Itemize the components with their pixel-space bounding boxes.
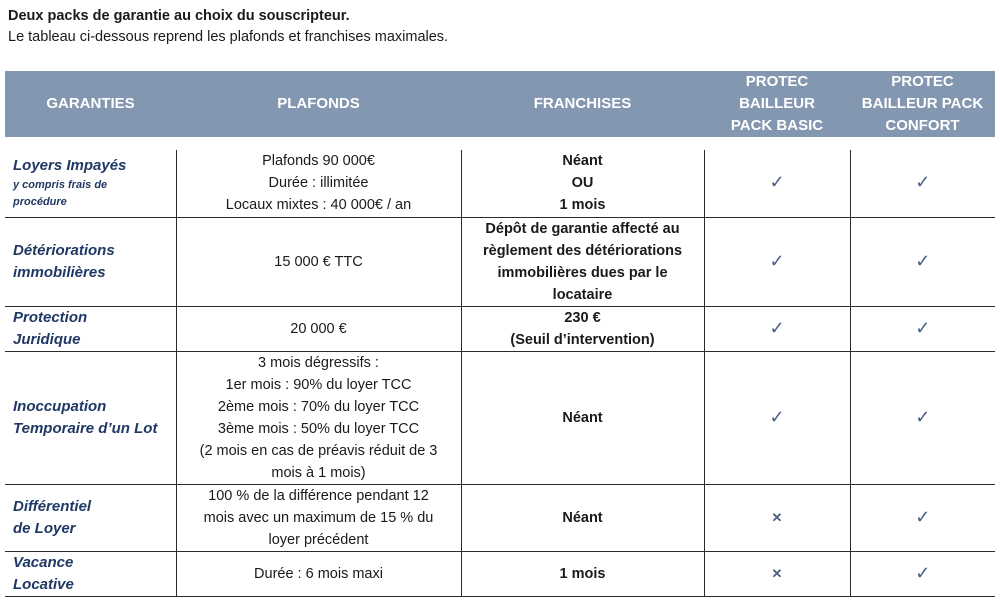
guarantee-table bbox=[5, 71, 995, 597]
franchises-line: règlement des détériorations bbox=[482, 242, 683, 259]
header-pack-basic-line: PACK BASIC bbox=[730, 117, 824, 134]
check-icon: ✓ bbox=[769, 317, 785, 338]
plafonds-line: 1er mois : 90% du loyer TCC bbox=[225, 376, 412, 393]
plafonds-line: 100 % de la différence pendant 12 bbox=[208, 487, 429, 504]
franchises-line: 1 mois bbox=[559, 197, 606, 214]
franchises-line: immobilières dues par le bbox=[497, 264, 668, 281]
franchises-cell bbox=[461, 150, 704, 217]
check-icon: ✓ bbox=[769, 250, 785, 271]
table-row bbox=[5, 217, 995, 306]
intro-subtitle: Le tableau ci-dessous reprend les plafonds et franchises maximales. bbox=[8, 29, 449, 45]
plafonds-line: 15 000 € TTC bbox=[274, 253, 363, 270]
basic-cell bbox=[704, 306, 850, 351]
header-pack-confort-line: PROTEC bbox=[891, 73, 954, 90]
confort-cell bbox=[850, 484, 995, 551]
confort-cell bbox=[850, 306, 995, 351]
franchises-line: (Seuil d’intervention) bbox=[510, 331, 655, 348]
table-row bbox=[5, 351, 995, 484]
header-franchises: FRANCHISES bbox=[461, 71, 704, 137]
franchises-line: OU bbox=[571, 175, 594, 192]
garantie-cell bbox=[5, 351, 176, 484]
plafonds-line: mois à 1 mois) bbox=[271, 464, 366, 481]
plafonds-line: 20 000 € bbox=[290, 320, 347, 337]
garantie-name: Protection bbox=[13, 308, 88, 326]
garantie-name: Détériorations bbox=[13, 241, 115, 259]
plafonds-cell bbox=[176, 484, 461, 551]
plafonds-line: Durée : illimitée bbox=[268, 175, 369, 192]
franchises-line: Dépôt de garantie affecté au bbox=[485, 220, 680, 237]
garantie-name: Locative bbox=[13, 575, 74, 593]
check-icon: ✓ bbox=[915, 250, 931, 271]
garantie-subtext: y compris frais de bbox=[13, 179, 108, 192]
garantie-name: Juridique bbox=[13, 330, 81, 348]
plafonds-line: Locaux mixtes : 40 000€ / an bbox=[225, 197, 412, 214]
franchises-cell bbox=[461, 306, 704, 351]
check-icon: ✓ bbox=[769, 172, 785, 193]
franchises-cell bbox=[461, 484, 704, 551]
plafonds-cell bbox=[176, 306, 461, 351]
header-pack-basic-line: BAILLEUR bbox=[739, 95, 815, 112]
check-icon: ✓ bbox=[915, 317, 931, 338]
table-row bbox=[5, 306, 995, 351]
table-row bbox=[5, 551, 995, 596]
franchises-cell bbox=[461, 551, 704, 596]
garantie-name: Temporaire d’un Lot bbox=[13, 419, 158, 437]
table-row bbox=[5, 150, 995, 217]
franchises-line: locataire bbox=[552, 286, 613, 303]
plafonds-cell bbox=[176, 351, 461, 484]
basic-cell bbox=[704, 351, 850, 484]
plafonds-line: (2 mois en cas de préavis réduit de 3 bbox=[199, 442, 438, 459]
table-row bbox=[5, 484, 995, 551]
plafonds-line: Plafonds 90 000€ bbox=[262, 153, 375, 170]
cross-icon: ✕ bbox=[771, 565, 783, 581]
garantie-cell bbox=[5, 150, 176, 217]
garantie-name: de Loyer bbox=[13, 519, 76, 537]
garantie-cell bbox=[5, 551, 176, 596]
franchises-cell bbox=[461, 351, 704, 484]
garantie-name: Vacance bbox=[13, 553, 74, 571]
header-pack-confort-line: BAILLEUR PACK bbox=[861, 95, 984, 112]
plafonds-line: 3 mois dégressifs : bbox=[258, 354, 379, 371]
garantie-cell bbox=[5, 217, 176, 306]
plafonds-cell bbox=[176, 150, 461, 217]
franchises-line: Néant bbox=[562, 153, 603, 170]
basic-cell bbox=[704, 150, 850, 217]
plafonds-line: 3ème mois : 50% du loyer TCC bbox=[217, 420, 420, 437]
garantie-name: Inoccupation bbox=[13, 397, 107, 415]
plafonds-line: mois avec un maximum de 15 % du bbox=[203, 509, 434, 526]
franchises-cell bbox=[461, 217, 704, 306]
check-icon: ✓ bbox=[915, 406, 931, 427]
confort-cell bbox=[850, 351, 995, 484]
header-pack-basic bbox=[704, 71, 850, 137]
garantie-cell bbox=[5, 306, 176, 351]
header-garanties: GARANTIES bbox=[5, 71, 176, 137]
basic-cell bbox=[704, 217, 850, 306]
basic-cell bbox=[704, 551, 850, 596]
basic-cell bbox=[704, 484, 850, 551]
garantie-subtext: procédure bbox=[13, 196, 67, 209]
plafonds-line: Durée : 6 mois maxi bbox=[254, 565, 383, 582]
franchises-line: Néant bbox=[562, 409, 603, 426]
plafonds-cell bbox=[176, 551, 461, 596]
intro bbox=[8, 6, 448, 48]
check-icon: ✓ bbox=[915, 562, 931, 583]
franchises-line: Néant bbox=[562, 509, 603, 526]
plafonds-line: 2ème mois : 70% du loyer TCC bbox=[217, 398, 420, 415]
intro-title: Deux packs de garantie au choix du souscripteur. bbox=[8, 8, 350, 24]
header-plafonds: PLAFONDS bbox=[176, 71, 461, 137]
garantie-name: Différentiel bbox=[13, 497, 92, 515]
garantie-name: Loyers Impayés bbox=[13, 157, 127, 175]
check-icon: ✓ bbox=[915, 506, 931, 527]
plafonds-line: loyer précédent bbox=[268, 531, 369, 548]
franchises-line: 1 mois bbox=[559, 565, 606, 582]
confort-cell bbox=[850, 150, 995, 217]
franchises-line: 230 € bbox=[564, 309, 601, 326]
garantie-cell bbox=[5, 484, 176, 551]
header-pack-basic-line: PROTEC bbox=[745, 73, 809, 90]
plafonds-cell bbox=[176, 217, 461, 306]
confort-cell bbox=[850, 217, 995, 306]
header-row bbox=[5, 71, 995, 137]
garantie-name: immobilières bbox=[13, 263, 106, 281]
cross-icon: ✕ bbox=[771, 509, 783, 525]
header-pack-confort bbox=[850, 71, 995, 137]
header-pack-confort-line: CONFORT bbox=[885, 117, 960, 134]
check-icon: ✓ bbox=[769, 406, 785, 427]
check-icon: ✓ bbox=[915, 172, 931, 193]
confort-cell bbox=[850, 551, 995, 596]
